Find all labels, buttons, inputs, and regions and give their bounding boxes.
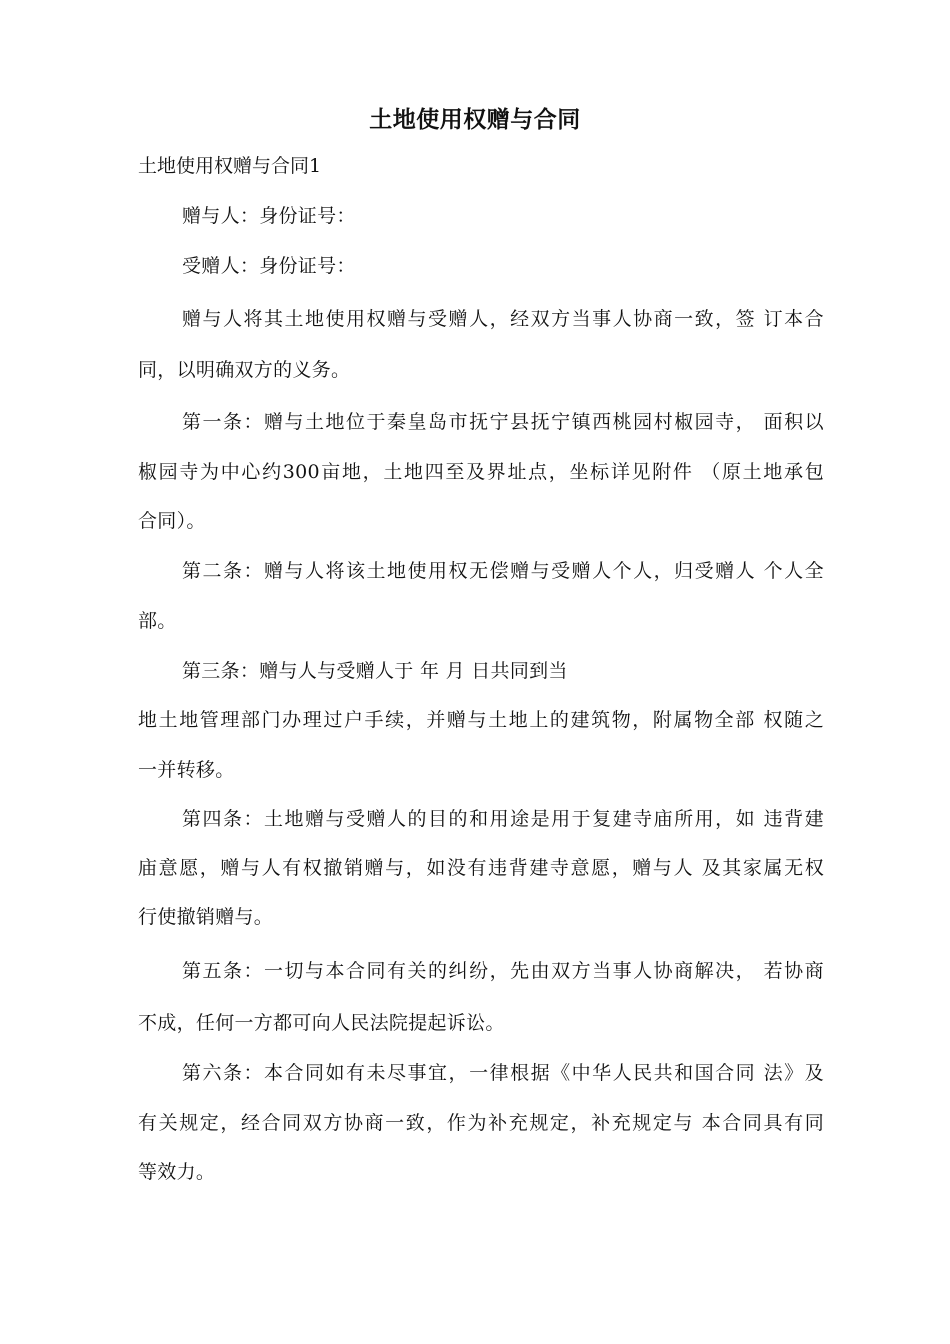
paragraph-line: 不成，任何一方都可向人民法院提起诉讼。 xyxy=(138,1012,505,1034)
paragraph-line: 部。 xyxy=(138,610,177,632)
paragraph-line: 地土地管理部门办理过户手续，并赠与土地上的建筑物，附属物全部 权随之 xyxy=(138,709,824,731)
donor-line: 赠与人：身份证号： xyxy=(182,205,356,227)
paragraph-line: 等效力。 xyxy=(138,1161,216,1183)
document-subtitle: 土地使用权赠与合同1 xyxy=(138,155,322,177)
paragraph-line: 有关规定，经合同双方协商一致，作为补充规定，补充规定与 本合同具有同 xyxy=(138,1112,824,1134)
paragraph-line: 一并转移。 xyxy=(138,759,235,781)
paragraph-line: 合同）。 xyxy=(138,510,206,532)
paragraph-line: 第五条：一切与本合同有关的纠纷，先由双方当事人协商解决， 若协商 xyxy=(182,960,824,982)
donee-line: 受赠人：身份证号： xyxy=(182,255,356,277)
paragraph-line: 庙意愿，赠与人有权撤销赠与，如没有违背建寺意愿，赠与人 及其家属无权 xyxy=(138,857,824,879)
paragraph-line: 第四条：土地赠与受赠人的目的和用途是用于复建寺庙所用，如 违背建 xyxy=(182,808,824,830)
paragraph-line: 赠与人将其土地使用权赠与受赠人，经双方当事人协商一致，签 订本合 xyxy=(182,308,824,330)
paragraph-line: 椒园寺为中心约300亩地，土地四至及界址点，坐标详见附件 （原土地承包 xyxy=(138,461,824,483)
paragraph-line: 第一条：赠与土地位于秦皇岛市抚宁县抚宁镇西桃园村椒园寺， 面积以 xyxy=(182,411,824,433)
paragraph-line: 第六条：本合同如有未尽事宜，一律根据《中华人民共和国合同 法》及 xyxy=(182,1062,824,1084)
paragraph-line: 同，以明确双方的义务。 xyxy=(138,359,351,381)
paragraph-line: 行使撤销赠与。 xyxy=(138,906,274,928)
paragraph-line: 第三条：赠与人与受赠人于 年 月 日共同到当 xyxy=(182,660,568,682)
document-title: 土地使用权赠与合同 xyxy=(369,107,581,133)
paragraph-line: 第二条：赠与人将该土地使用权无偿赠与受赠人个人，归受赠人 个人全 xyxy=(182,560,824,582)
